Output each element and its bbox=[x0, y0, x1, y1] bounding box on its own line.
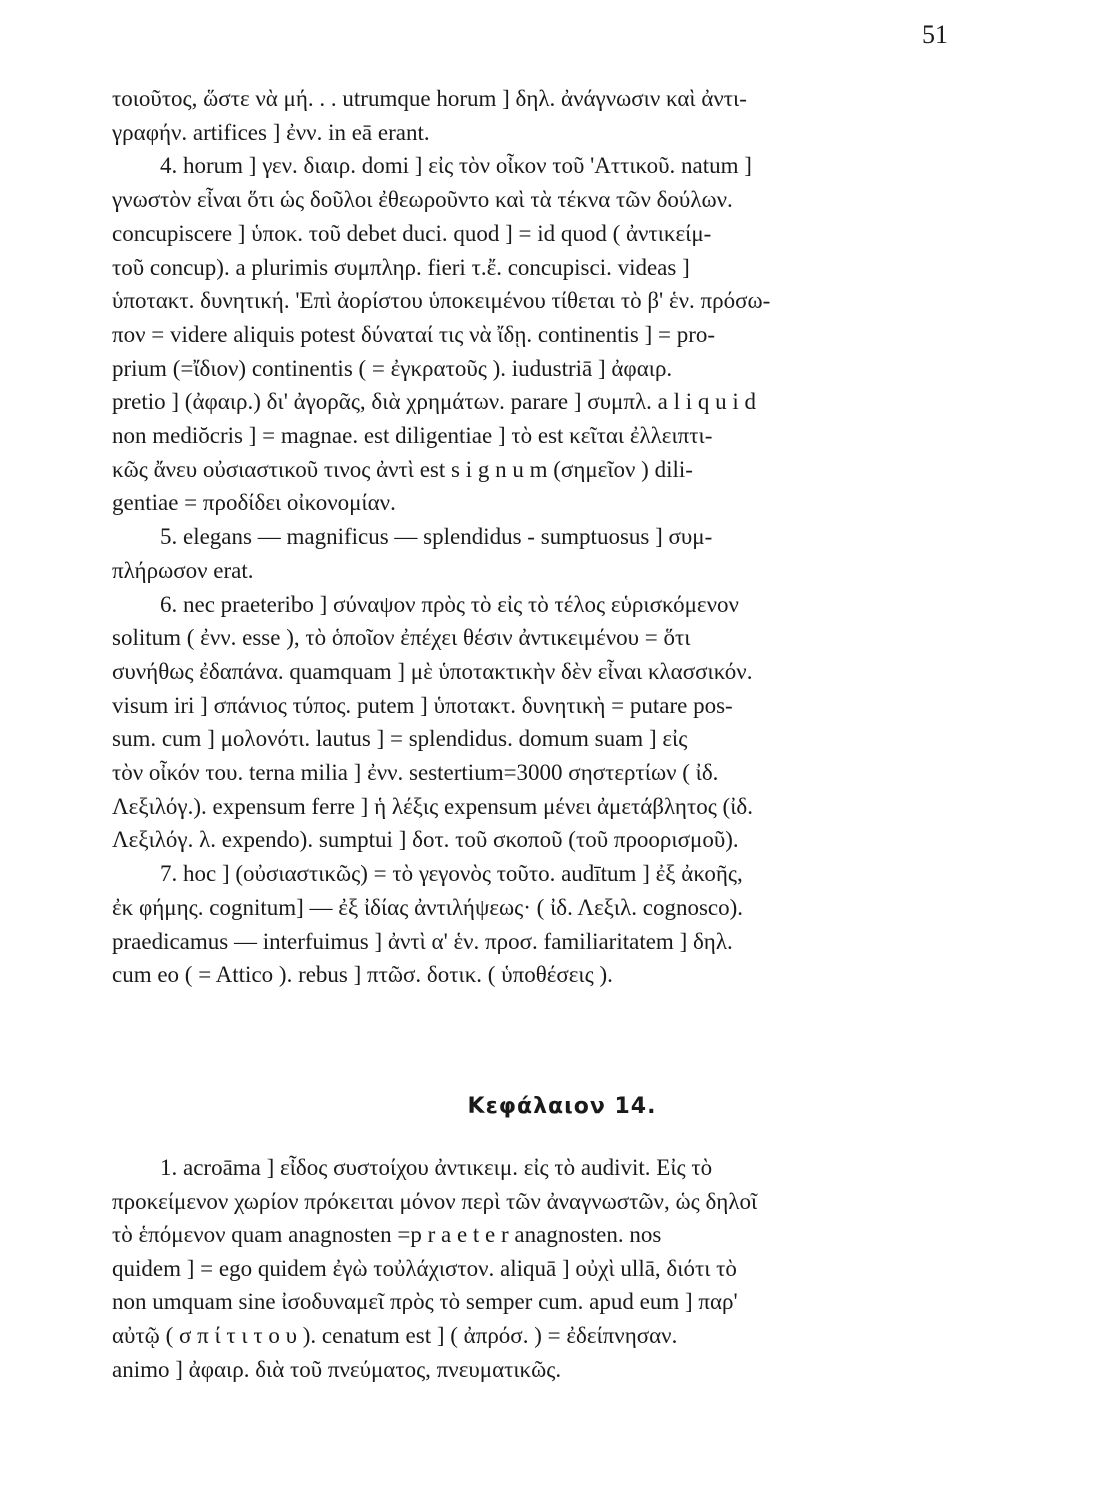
text-line: quidem ] = ego quidem ἐγὼ τοὐλάχιστον. aliquā ] οὐχὶ ullā, διότι τὸ bbox=[112, 1255, 737, 1281]
text-line: non mediŏcris ] = magnae. est diligentiae ] τὸ est κεῖται ἐλλειπτι- bbox=[112, 423, 713, 449]
text-line: τὸν οἶκόν του. terna milia ] ἐνν. sestertium=3000 σηστερτίων ( ἰδ. bbox=[112, 760, 719, 786]
text-line: prium (=ἴδιον) continentis ( = ἐγκρατοῦς ). iudustriā ] ἀφαιρ. bbox=[112, 355, 673, 381]
text-line: αὐτῷ ( σ π ί τ ι τ ο υ ). cenatum est ] ( ἀπρόσ. ) = ἐδείπνησαν. bbox=[112, 1322, 678, 1348]
chapter-13-commentary bbox=[112, 82, 972, 992]
text-line: ἐκ φήμης. cognitum] — ἐξ ἰδίας ἀντιλήψεως· ( ἰδ. Λεξιλ. cognosco). bbox=[112, 894, 744, 920]
text-line: πλήρωσον erat. bbox=[112, 557, 254, 583]
text-line: pretio ] (ἀφαιρ.) δι' ἀγορᾶς, διὰ χρημάτων. parare ] συμπλ. a l i q u i d bbox=[112, 389, 756, 415]
text-line: animo ] ἀφαιρ. διὰ τοῦ πνεύματος, πνευματικῶς. bbox=[112, 1356, 562, 1382]
chapter-14-commentary bbox=[112, 1151, 972, 1386]
text-line: πον = videre aliquis potest δύναταί τις νὰ ἴδῃ. continentis ] = pro- bbox=[112, 321, 716, 347]
text-line: γραφήν. artifices ] ἐνν. in eā erant. bbox=[112, 119, 430, 145]
text-line: gentiae = προδίδει οἰκονομίαν. bbox=[112, 490, 396, 516]
text-line: sum. cum ] μολονότι. lautus ] = splendidus. domum suam ] εἰς bbox=[112, 726, 688, 752]
text-line: Λεξιλόγ.). expensum ferre ] ἡ λέξις expensum μένει ἀμετάβλητος (ἰδ. bbox=[112, 793, 753, 819]
text-line: γνωστὸν εἶναι ὅτι ὡς δοῦλοι ἐθεωροῦντο καὶ τὰ τέκνα τῶν δούλων. bbox=[112, 187, 733, 213]
text-line: συνήθως ἐδαπάνα. quamquam ] μὲ ὑποτακτικὴν δὲν εἶναι κλασσικόν. bbox=[112, 658, 753, 684]
text-line: 5. elegans — magnificus — splendidus - sumptuosus ] συμ- bbox=[160, 524, 713, 550]
chapter-heading: Κεφάλαιον 14. bbox=[467, 1094, 657, 1119]
text-line: concupiscere ] ὑποκ. τοῦ debet duci. quod ] = id quod ( ἀντικείμ- bbox=[112, 220, 712, 246]
text-line: Λεξιλόγ. λ. expendo). sumptui ] δοτ. τοῦ σκοποῦ (τοῦ προορισμοῦ). bbox=[112, 827, 739, 853]
text-line: visum iri ] σπάνιος τύπος. putem ] ὑποτακτ. δυνητικὴ = putare pos- bbox=[112, 692, 733, 718]
text-line: τοιοῦτος, ὥστε νὰ μή. . . utrumque horum ] δηλ. ἀνάγνωσιν καὶ ἀντι- bbox=[112, 86, 747, 111]
text-line: 6. nec praeteribo ] σύναψον πρὸς τὸ εἰς τὸ τέλος εὑρισκόμενον bbox=[160, 591, 739, 617]
text-line: praedicamus — interfuimus ] ἀντὶ α' ἑν. προσ. familiaritatem ] δηλ. bbox=[112, 928, 733, 954]
text-line: 4. horum ] γεν. διαιρ. domi ] εἰς τὸν οἶκον τοῦ 'Αττικοῦ. natum ] bbox=[160, 153, 752, 179]
text-line: κῶς ἄνευ οὐσιαστικοῦ τινος ἀντὶ est s i g n u m (σημεῖον ) dili- bbox=[112, 456, 693, 482]
text-line: solitum ( ἐνν. esse ), τὸ ὁποῖον ἐπέχει θέσιν ἀντικειμένου = ὅτι bbox=[112, 625, 691, 651]
text-line: 7. hoc ] (οὐσιαστικῶς) = τὸ γεγονὸς τοῦτο. audītum ] ἐξ ἀκοῆς, bbox=[160, 861, 743, 887]
text-line: cum eo ( = Attico ). rebus ] πτῶσ. δοτικ. ( ὑποθέσεις ). bbox=[112, 962, 613, 988]
chapter-heading-block bbox=[0, 1094, 1106, 1119]
page-number: 51 bbox=[922, 20, 948, 49]
text-line: τοῦ concup). a plurimis συμπληρ. fieri τ.ἔ. concupisci. videas ] bbox=[112, 254, 690, 280]
text-line: τὸ ἑπόμενον quam anagnosten =p r a e t e r anagnosten. nos bbox=[112, 1222, 662, 1248]
text-line: 1. acroāma ] εἶδος συστοίχου ἀντικειμ. εἰς τὸ audivit. Εἰς τὸ bbox=[160, 1155, 713, 1180]
text-line: non umquam sine ἰσοδυναμεῖ πρὸς τὸ semper cum. apud eum ] παρ' bbox=[112, 1289, 738, 1315]
text-line: προκείμενον χωρίον πρόκειται μόνον περὶ τῶν ἀναγνωστῶν, ὡς δηλοῖ bbox=[112, 1188, 758, 1214]
text-line: ὑποτακτ. δυνητική. 'Επὶ ἀορίστου ὑποκειμένου τίθεται τὸ β' ἑν. πρόσω- bbox=[112, 288, 771, 314]
